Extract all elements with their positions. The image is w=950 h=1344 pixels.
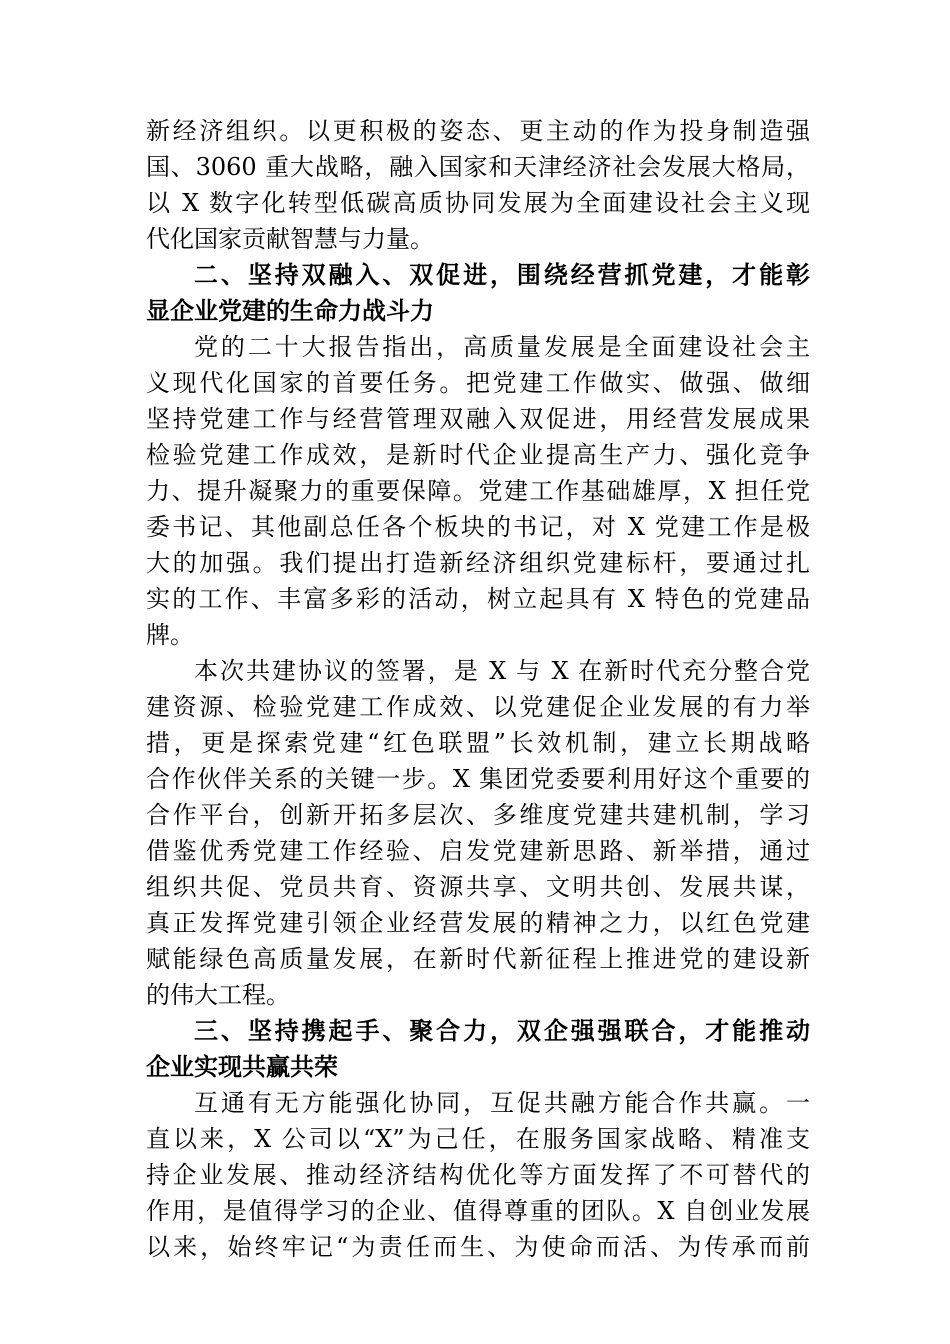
text-line: 坚持党建工作与经营管理双融入双促进，用经营发展成果 xyxy=(146,405,810,433)
text-line: 本次共建协议的签署，是 X 与 X 在新时代充分整合党 xyxy=(194,657,810,685)
heading-line: 三、坚持携起手、聚合力，双企强强联合，才能推动 xyxy=(194,1017,810,1045)
text-line: 党的二十大报告指出，高质量发展是全面建设社会主 xyxy=(194,333,810,361)
section-heading-3 xyxy=(146,1013,810,1085)
heading-line: 显企业党建的生命力战斗力 xyxy=(146,297,434,325)
text-line: 实的工作、丰富多彩的活动，树立起具有 X 特色的党建品 xyxy=(146,585,810,613)
text-line: 新经济组织。以更积极的姿态、更主动的作为投身制造强 xyxy=(146,117,810,145)
text-line: 牌。 xyxy=(146,621,194,649)
text-line: 的伟大工程。 xyxy=(146,981,290,1009)
text-line: 代化国家贡献智慧与力量。 xyxy=(146,225,434,253)
text-line: 以 X 数字化转型低碳高质协同发展为全面建设社会主义现 xyxy=(146,189,810,217)
text-line: 国、3060 重大战略，融入国家和天津经济社会发展大格局， xyxy=(146,153,810,181)
text-line: 检验党建工作成效，是新时代企业提高生产力、强化竞争 xyxy=(146,441,810,469)
section-heading-2 xyxy=(146,257,810,329)
heading-line: 企业实现共赢共荣 xyxy=(146,1053,338,1081)
text-line: 合作伙伴关系的关键一步。X 集团党委要利用好这个重要的 xyxy=(146,765,810,793)
text-line: 义现代化国家的首要任务。把党建工作做实、做强、做细 xyxy=(146,369,810,397)
text-line: 作用，是值得学习的企业、值得尊重的团队。X 自创业发展 xyxy=(146,1197,810,1225)
text-line: 合作平台，创新开拓多层次、多维度党建共建机制，学习 xyxy=(146,801,810,829)
paragraph-party-building-report xyxy=(146,329,810,653)
text-line: 持企业发展、推动经济结构优化等方面发挥了不可替代的 xyxy=(146,1161,810,1189)
text-line: 建资源、检验党建工作成效、以党建促企业发展的有力举 xyxy=(146,693,810,721)
text-line: 赋能绿色高质量发展，在新时代新征程上推进党的建设新 xyxy=(146,945,810,973)
text-line: 以来，始终牢记“为责任而生、为使命而活、为传承而前 xyxy=(146,1233,810,1261)
text-line: 力、提升凝聚力的重要保障。党建工作基础雄厚，X 担任党 xyxy=(146,477,810,505)
text-line: 互通有无方能强化协同，互促共融方能合作共赢。一 xyxy=(194,1089,810,1117)
document-page xyxy=(146,113,810,1265)
text-line: 直以来，X 公司以“X”为己任，在服务国家战略、精准支 xyxy=(146,1125,810,1153)
paragraph-win-win xyxy=(146,1085,810,1265)
text-line: 真正发挥党建引领企业经营发展的精神之力，以红色党建 xyxy=(146,909,810,937)
text-line: 大的加强。我们提出打造新经济组织党建标杆，要通过扎 xyxy=(146,549,810,577)
text-line: 措，更是探索党建“红色联盟”长效机制，建立长期战略 xyxy=(146,729,810,757)
paragraph-intro-continuation xyxy=(146,113,810,257)
heading-line: 二、坚持双融入、双促进，围绕经营抓党建，才能彰 xyxy=(194,261,810,289)
text-line: 组织共促、党员共育、资源共享、文明共创、发展共谋， xyxy=(146,873,810,901)
text-line: 借鉴优秀党建工作经验、启发党建新思路、新举措，通过 xyxy=(146,837,810,865)
paragraph-cooperation-agreement xyxy=(146,653,810,1013)
text-line: 委书记、其他副总任各个板块的书记，对 X 党建工作是极 xyxy=(146,513,810,541)
